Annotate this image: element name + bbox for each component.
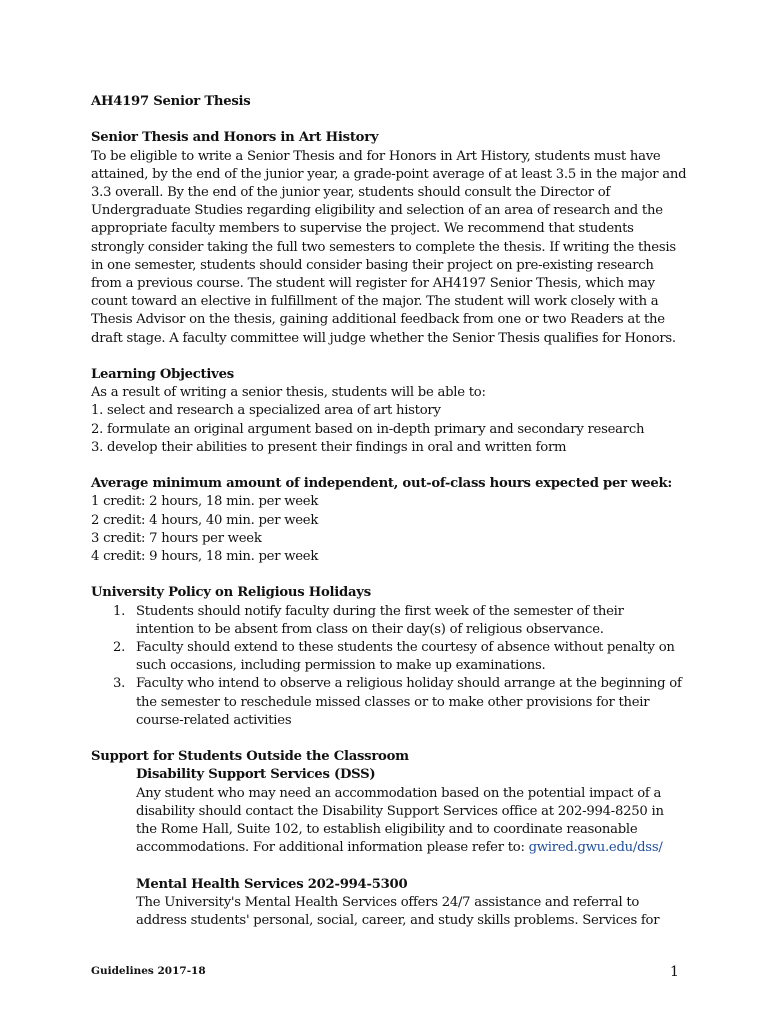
paragraph-line: the Rome Hall, Suite 102, to establish eligibility and to coordinate reasonable — [136, 822, 638, 838]
paragraph-line: To be eligible to write a Senior Thesis and for Honors in Art History, students must have — [91, 148, 661, 164]
section-heading-hours: Average minimum amount of independent, out-of-class hours expected per week: — [91, 476, 673, 492]
paragraph-line: Thesis Advisor on the thesis, gaining additional feedback from one or two Readers at the — [91, 312, 665, 328]
paragraph-line: 3.3 overall. By the end of the junior year, students should consult the Director of — [91, 185, 611, 200]
list-item: 3. develop their abilities to present their findings in oral and written form — [91, 439, 567, 455]
paragraph-line: attained, by the end of the junior year, a grade-point average of at least 3.5 in the major and — [91, 166, 687, 182]
paragraph-line: appropriate faculty members to supervise the project. We recommend that students — [91, 221, 634, 237]
document-page — [91, 93, 691, 930]
paragraph-line: strongly consider taking the full two semesters to complete the thesis. If writing the thesis — [91, 239, 676, 255]
list-item-line: Students should notify faculty during the first week of the semester of their — [136, 603, 624, 619]
list-item: 3 credit: 7 hours per week — [91, 530, 262, 546]
list-item-line: intention to be absent from class on their day(s) of religious observance. — [136, 621, 604, 637]
learning-objectives-list — [91, 384, 691, 457]
dss-last-line-text: accommodations. For additional information please refer to: — [136, 840, 529, 856]
mental-health-heading: Mental Health Services 202-994-5300 — [136, 876, 408, 892]
section-heading-learning-objectives: Learning Objectives — [91, 367, 234, 383]
paragraph-line — [136, 839, 691, 857]
paragraph-line: disability should contact the Disability Support Services office at 202-994-8250 in — [136, 803, 664, 819]
list-item-line: Faculty should extend to these students the courtesy of absence without penalty on — [136, 640, 675, 656]
list-item — [91, 603, 691, 639]
paragraph-line: Undergraduate Studies regarding eligibility and selection of an area of research and the — [91, 203, 663, 219]
hours-list — [91, 493, 691, 566]
list-number: 2. — [113, 640, 126, 656]
paragraph-line: Any student who may need an accommodation based on the potential impact of a — [136, 785, 662, 801]
list-item-line: the semester to reschedule missed classes or to make other provisions for their — [136, 694, 650, 710]
paragraph-line: address students' personal, social, career, and study skills problems. Services for — [136, 913, 660, 929]
list-item-line: such occasions, including permission to make up examinations. — [136, 658, 546, 674]
page-number: 1 — [670, 964, 679, 980]
section-heading-senior-thesis: Senior Thesis and Honors in Art History — [91, 130, 379, 146]
paragraph-line: in one semester, students should consider basing their project on pre-existing research — [91, 257, 654, 273]
paragraph-line: count toward an elective in fulfillment of the major. The student will work closely with a — [91, 294, 659, 310]
list-item: 1 credit: 2 hours, 18 min. per week — [91, 494, 319, 510]
mental-health-block — [91, 876, 691, 931]
senior-thesis-paragraph — [91, 148, 691, 348]
paragraph-line: draft stage. A faculty committee will judge whether the Senior Thesis qualifies for Honors. — [91, 330, 676, 346]
section-heading-religious-holidays: University Policy on Religious Holidays — [91, 585, 371, 601]
paragraph-line: The University's Mental Health Services offers 24/7 assistance and referral to — [136, 894, 640, 910]
list-number: 1. — [113, 603, 126, 619]
list-item — [91, 675, 691, 730]
list-item: As a result of writing a senior thesis, students will be able to: — [91, 385, 486, 401]
list-item: 1. select and research a specialized area of art history — [91, 403, 441, 419]
dss-heading: Disability Support Services (DSS) — [136, 767, 376, 783]
document-title: AH4197 Senior Thesis — [91, 94, 251, 109]
list-item-line: Faculty who intend to observe a religious holiday should arrange at the beginning of — [136, 676, 682, 692]
dss-block — [91, 766, 691, 857]
dss-link[interactable]: gwired.gwu.edu/dss/ — [528, 840, 663, 856]
paragraph-line: from a previous course. The student will register for AH4197 Senior Thesis, which may — [91, 276, 655, 292]
religious-holidays-list — [91, 603, 691, 730]
list-item: 4 credit: 9 hours, 18 min. per week — [91, 549, 319, 565]
list-item-line: course-related activities — [136, 712, 292, 728]
list-item: 2. formulate an original argument based on in-depth primary and secondary research — [91, 421, 645, 437]
list-number: 3. — [113, 676, 126, 692]
list-item: 2 credit: 4 hours, 40 min. per week — [91, 512, 319, 528]
list-item — [91, 639, 691, 675]
footer-label: Guidelines 2017-18 — [91, 965, 206, 977]
section-heading-support: Support for Students Outside the Classroom — [91, 749, 409, 765]
